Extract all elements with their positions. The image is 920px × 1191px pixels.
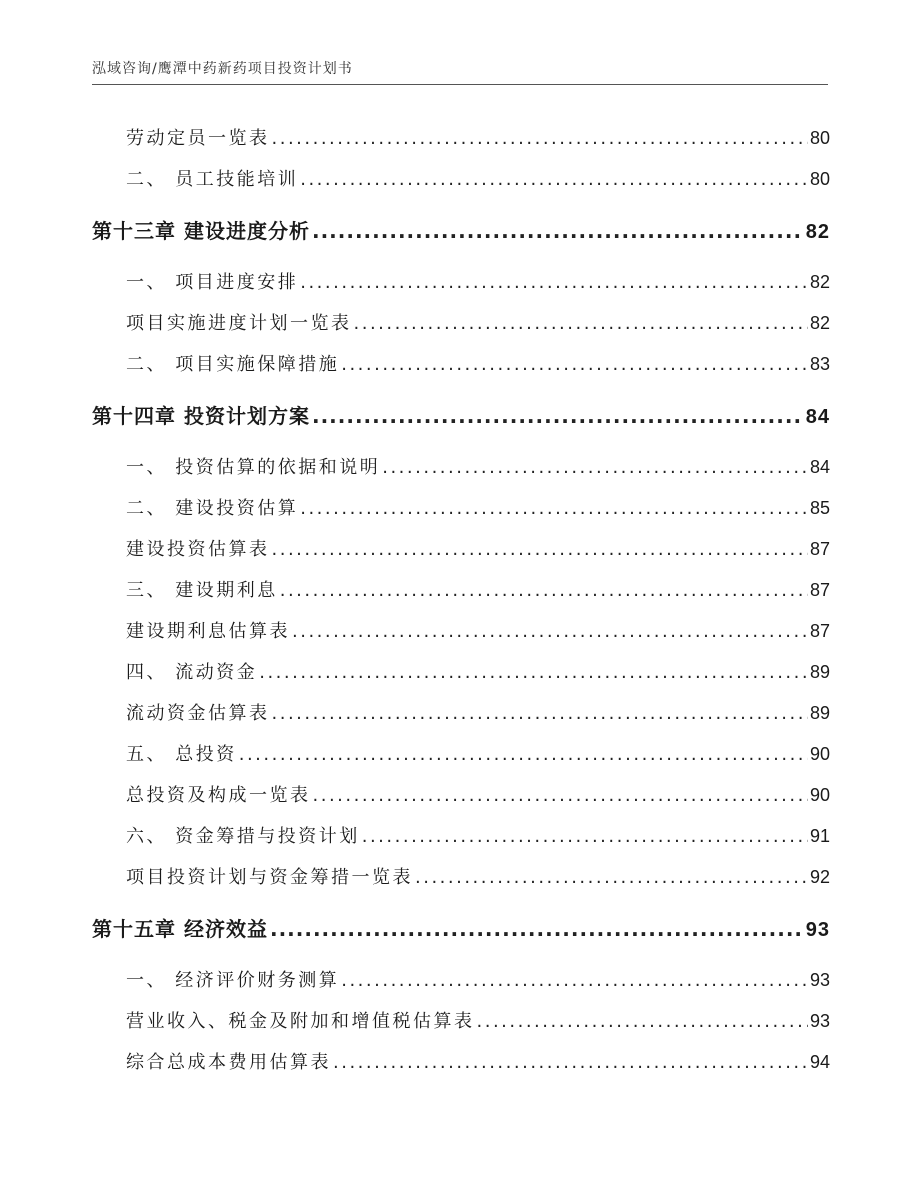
toc-entry-title: 一、 投资估算的依据和说明: [126, 457, 381, 478]
table-of-contents: [92, 118, 830, 1083]
toc-entry[interactable]: [92, 775, 830, 816]
toc-page-number: 80: [809, 169, 830, 189]
toc-page-number: 91: [809, 826, 830, 846]
toc-entry[interactable]: [92, 693, 830, 734]
toc-page-number: 87: [809, 621, 830, 641]
dot-leader: [341, 960, 808, 1001]
header-divider: [92, 84, 828, 85]
toc-entry-title: 第十四章 投资计划方案: [92, 404, 310, 428]
toc-page-number: 90: [809, 744, 830, 764]
dot-leader: [362, 816, 808, 857]
toc-chapter-entry[interactable]: [92, 385, 830, 447]
toc-entry-title: 四、 流动资金: [126, 662, 258, 683]
toc-page-number: 82: [809, 313, 830, 333]
toc-entry-title: 二、 项目实施保障措施: [126, 354, 340, 375]
toc-page-number: 84: [809, 457, 830, 477]
toc-entry-title: 一、 项目进度安排: [126, 272, 299, 293]
toc-page-number: 84: [805, 406, 830, 428]
toc-page-number: 85: [809, 498, 830, 518]
toc-entry[interactable]: [92, 262, 830, 303]
toc-entry[interactable]: [92, 652, 830, 693]
toc-entry-title: 第十三章 建设进度分析: [92, 219, 310, 243]
dot-leader: [239, 734, 808, 775]
toc-entry[interactable]: [92, 118, 830, 159]
toc-entry[interactable]: [92, 570, 830, 611]
toc-chapter-entry[interactable]: [92, 898, 830, 960]
toc-page-number: 89: [809, 703, 830, 723]
dot-leader: [300, 159, 808, 200]
dot-leader: [477, 1001, 808, 1042]
toc-entry[interactable]: [92, 159, 830, 200]
toc-entry[interactable]: [92, 529, 830, 570]
toc-entry[interactable]: [92, 816, 830, 857]
dot-leader: [312, 200, 804, 262]
toc-page-number: 80: [809, 128, 830, 148]
toc-entry-title: 五、 总投资: [126, 744, 237, 765]
toc-entry-title: 总投资及构成一览表: [126, 785, 311, 806]
toc-page-number: 87: [809, 539, 830, 559]
toc-entry-title: 建设期利息估算表: [126, 621, 290, 642]
toc-entry-title: 二、 建设投资估算: [126, 498, 299, 519]
toc-page-number: 93: [809, 1011, 830, 1031]
dot-leader: [272, 529, 808, 570]
toc-entry-title: 项目实施进度计划一览表: [126, 313, 352, 334]
toc-page-number: 94: [809, 1052, 830, 1072]
toc-chapter-entry[interactable]: [92, 200, 830, 262]
dot-leader: [272, 693, 808, 734]
toc-entry-title: 二、 员工技能培训: [126, 169, 299, 190]
toc-page-number: 93: [805, 919, 830, 941]
dot-leader: [415, 857, 808, 898]
toc-page-number: 83: [809, 354, 830, 374]
toc-page-number: 93: [809, 970, 830, 990]
toc-entry-title: 建设投资估算表: [126, 539, 270, 560]
dot-leader: [382, 447, 808, 488]
toc-page-number: 92: [809, 867, 830, 887]
dot-leader: [333, 1042, 808, 1083]
dot-leader: [270, 898, 804, 960]
dot-leader: [313, 775, 808, 816]
toc-page-number: 89: [809, 662, 830, 682]
page-header: 泓域咨询/鹰潭中药新药项目投资计划书: [92, 61, 353, 77]
toc-entry[interactable]: [92, 857, 830, 898]
dot-leader: [300, 488, 808, 529]
toc-entry-title: 综合总成本费用估算表: [126, 1052, 331, 1073]
toc-entry-title: 六、 资金筹措与投资计划: [126, 826, 360, 847]
dot-leader: [354, 303, 808, 344]
toc-entry[interactable]: [92, 611, 830, 652]
toc-entry[interactable]: [92, 488, 830, 529]
toc-entry-title: 三、 建设期利息: [126, 580, 278, 601]
dot-leader: [300, 262, 808, 303]
toc-page-number: 82: [809, 272, 830, 292]
toc-entry[interactable]: [92, 960, 830, 1001]
toc-entry-title: 劳动定员一览表: [126, 128, 270, 149]
toc-page-number: 90: [809, 785, 830, 805]
toc-entry-title: 营业收入、税金及附加和增值税估算表: [126, 1011, 475, 1032]
toc-entry[interactable]: [92, 447, 830, 488]
dot-leader: [259, 652, 808, 693]
toc-entry[interactable]: [92, 344, 830, 385]
toc-entry-title: 第十五章 经济效益: [92, 917, 268, 941]
toc-entry[interactable]: [92, 734, 830, 775]
dot-leader: [280, 570, 808, 611]
toc-entry[interactable]: [92, 1001, 830, 1042]
toc-page-number: 82: [805, 221, 830, 243]
toc-entry-title: 项目投资计划与资金筹措一览表: [126, 867, 413, 888]
dot-leader: [272, 118, 808, 159]
toc-entry-title: 一、 经济评价财务测算: [126, 970, 340, 991]
dot-leader: [292, 611, 808, 652]
dot-leader: [341, 344, 808, 385]
toc-entry-title: 流动资金估算表: [126, 703, 270, 724]
toc-entry[interactable]: [92, 1042, 830, 1083]
toc-page-number: 87: [809, 580, 830, 600]
dot-leader: [312, 385, 804, 447]
toc-entry[interactable]: [92, 303, 830, 344]
